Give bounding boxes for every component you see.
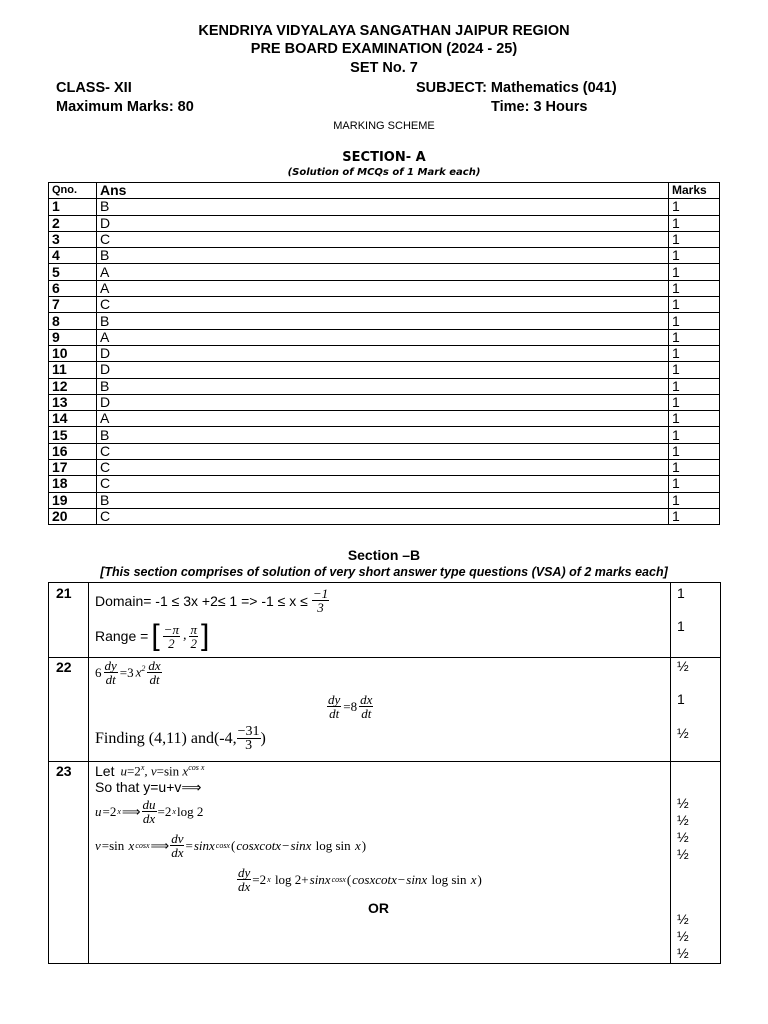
q23-so-that: So that y=u+v⟹ — [95, 779, 202, 795]
table-row — [49, 264, 720, 280]
marks: 1 — [669, 313, 720, 329]
table-row — [49, 492, 720, 508]
question-number: 17 — [49, 460, 97, 476]
marks: 1 — [669, 264, 720, 280]
q22-eq2: $\frac{dy}{dt}$ =8 $\frac{dx}{dt}$ — [328, 692, 373, 721]
table-row — [49, 443, 720, 459]
table-row — [49, 297, 720, 313]
col-qno: Qno. — [49, 183, 97, 199]
answer: C — [97, 297, 669, 313]
marks: 1 — [669, 345, 720, 361]
q21-range-text: Range = — [95, 628, 149, 644]
class-label: CLASS- XII — [56, 80, 132, 96]
question-number: 3 — [49, 231, 97, 247]
q22-eq1: 6 $\frac{dy}{dt}$ =3 $x^2$ $\frac{dx}{dt}$ — [95, 658, 161, 687]
q23-number: 23 — [56, 763, 72, 779]
q21-range-upper-num: π — [190, 621, 197, 637]
table-row — [49, 313, 720, 329]
col-ans: Ans — [97, 183, 669, 199]
question-number: 4 — [49, 248, 97, 264]
q23-or: OR — [368, 900, 389, 916]
q23-mark-2: ½ — [677, 812, 689, 828]
question-number: 9 — [49, 329, 97, 345]
q21-domain-den: 3 — [317, 600, 324, 615]
answer: B — [97, 199, 669, 215]
q22-mark-2: 1 — [677, 691, 685, 707]
q23-let-text: Let — [95, 763, 115, 780]
answer: A — [97, 264, 669, 280]
question-number: 13 — [49, 394, 97, 410]
q22-number: 22 — [56, 659, 72, 675]
table-row — [49, 508, 720, 524]
q21-range-upper-den: 2 — [190, 635, 197, 651]
q21-number: 21 — [56, 585, 72, 601]
marks: 1 — [669, 231, 720, 247]
question-number: 5 — [49, 264, 97, 280]
answer: B — [97, 427, 669, 443]
table-header-row — [49, 183, 720, 199]
marks: 1 — [669, 476, 720, 492]
question-number: 20 — [49, 508, 97, 524]
answer: C — [97, 460, 669, 476]
table-row — [49, 345, 720, 361]
table-row — [49, 329, 720, 345]
q22-finding-text: Finding (4,11) and(-4, — [95, 729, 237, 747]
marks: 1 — [669, 362, 720, 378]
section-b-title: Section –B — [347, 547, 421, 563]
question-number: 18 — [49, 476, 97, 492]
marks: 1 — [669, 443, 720, 459]
answer: A — [97, 329, 669, 345]
q23-mark-7: ½ — [677, 945, 689, 961]
q21-range: Range = [ $\frac{-\pi}{2}$ , $\frac{\pi}{2}$ ] — [95, 619, 210, 652]
answer: C — [97, 476, 669, 492]
section-a-subtitle: (Solution of MCQs of 1 Mark each) — [287, 167, 481, 178]
answer: C — [97, 231, 669, 247]
q22-finding-num: −31 — [237, 724, 260, 739]
exam-title: PRE BOARD EXAMINATION (2024 - 25) — [250, 41, 518, 57]
question-number: 19 — [49, 492, 97, 508]
q21-domain-text: Domain= -1 ≤ 3x +2≤ 1 => -1 ≤ x ≤ — [95, 592, 308, 609]
marks: 1 — [669, 280, 720, 296]
q21-domain — [95, 587, 329, 614]
marks: 1 — [669, 378, 720, 394]
answer: C — [97, 508, 669, 524]
answer: D — [97, 394, 669, 410]
marks: 1 — [669, 508, 720, 524]
q23-let: Let $u=2^x$, v=sin $x^{cos x}$ — [95, 763, 205, 780]
table-row — [49, 411, 720, 427]
q23-eq-v: v =sin x cosx ⟹ $\frac{dv}{dx}$ = sinx cosx ( cosxcotx − sinx log sin x ) — [95, 831, 367, 860]
q21-domain-num: −1 — [312, 586, 329, 601]
time-label: Time: 3 Hours — [491, 99, 588, 115]
table-row — [49, 215, 720, 231]
q21-range-lower-num: −π — [163, 621, 179, 637]
question-number: 6 — [49, 280, 97, 296]
table-row — [49, 476, 720, 492]
question-number: 10 — [49, 345, 97, 361]
question-number: 7 — [49, 297, 97, 313]
vsa-solution-table — [48, 582, 721, 964]
q23-mark-1: ½ — [677, 795, 689, 811]
table-row — [49, 378, 720, 394]
marks: 1 — [669, 394, 720, 410]
question-number: 14 — [49, 411, 97, 427]
question-number: 11 — [49, 362, 97, 378]
q23-mark-5: ½ — [677, 911, 689, 927]
table-row — [49, 460, 720, 476]
marks: 1 — [669, 297, 720, 313]
question-number: 1 — [49, 199, 97, 215]
marks: 1 — [669, 329, 720, 345]
answer: D — [97, 362, 669, 378]
section-a-title: SECTION- A — [342, 150, 426, 165]
answer: C — [97, 443, 669, 459]
answer: D — [97, 215, 669, 231]
answer: A — [97, 411, 669, 427]
q22-finding: Finding (4,11) and(-4, $\frac{-31}{3}$ ) — [95, 724, 266, 753]
table-row — [49, 394, 720, 410]
question-number: 15 — [49, 427, 97, 443]
answer: B — [97, 248, 669, 264]
q22-mark-3: ½ — [677, 725, 689, 741]
table-row — [49, 427, 720, 443]
q21-mark-1: 1 — [677, 585, 685, 601]
question-number: 8 — [49, 313, 97, 329]
table-row — [49, 199, 720, 215]
marking-scheme-label: MARKING SCHEME — [333, 120, 435, 132]
q23-eq-u: u =2 x ⟹ $\frac{du}{dx}$ =2 x log 2 — [95, 797, 204, 826]
marks: 1 — [669, 199, 720, 215]
marks: 1 — [669, 492, 720, 508]
marks: 1 — [669, 215, 720, 231]
q23-eq-y: $\frac{dy}{dx}$ =2 x log 2+ sinx cosx ( cosxcotx − sinx log sin x ) — [238, 865, 482, 894]
question-number: 16 — [49, 443, 97, 459]
subject-label: SUBJECT: Mathematics (041) — [416, 80, 617, 96]
table-row — [49, 231, 720, 247]
section-b-subtitle: [This section comprises of solution of very short answer type questions (VSA) of 2 marks each] — [100, 565, 668, 579]
set-number: SET No. 7 — [350, 60, 418, 76]
answer: D — [97, 345, 669, 361]
q22-finding-den: 3 — [245, 738, 253, 753]
marks: 1 — [669, 460, 720, 476]
q22-mark-1: ½ — [677, 658, 689, 674]
col-marks: Marks — [669, 183, 720, 199]
answer: B — [97, 313, 669, 329]
question-number: 2 — [49, 215, 97, 231]
table-row — [49, 248, 720, 264]
school-title: KENDRIYA VIDYALAYA SANGATHAN JAIPUR REGION — [198, 23, 570, 39]
max-marks-label: Maximum Marks: 80 — [56, 99, 194, 115]
answer: A — [97, 280, 669, 296]
q21-mark-2: 1 — [677, 618, 685, 634]
marks: 1 — [669, 427, 720, 443]
marks: 1 — [669, 248, 720, 264]
answer: B — [97, 492, 669, 508]
q23-mark-6: ½ — [677, 928, 689, 944]
marks: 1 — [669, 411, 720, 427]
q23-mark-4: ½ — [677, 846, 689, 862]
mcq-answer-table — [48, 182, 720, 525]
table-row — [49, 280, 720, 296]
q21-range-lower-den: 2 — [168, 635, 175, 651]
question-number: 12 — [49, 378, 97, 394]
q23-mark-3: ½ — [677, 829, 689, 845]
answer: B — [97, 378, 669, 394]
table-row — [49, 362, 720, 378]
